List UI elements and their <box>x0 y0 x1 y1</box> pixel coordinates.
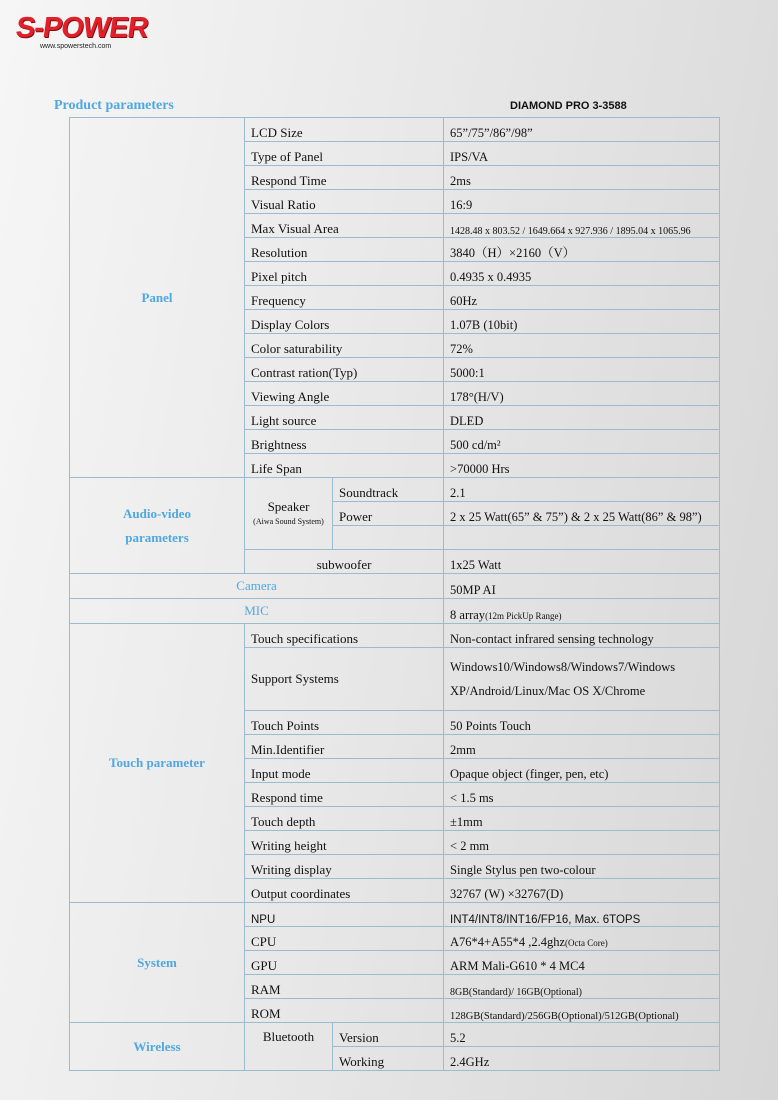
mic-label: MIC <box>70 599 444 624</box>
npu-value: INT4/INT8/INT16/FP16, Max. 6TOPS <box>444 903 720 927</box>
system-category: System <box>70 903 245 1023</box>
spec-value: 178°(H/V) <box>444 382 720 406</box>
cpu-label: CPU <box>245 927 444 951</box>
spec-value: ±1mm <box>444 807 720 831</box>
spec-name: Color saturability <box>245 334 444 358</box>
npu-label: NPU <box>245 903 444 927</box>
spec-value: Opaque object (finger, pen, etc) <box>444 759 720 783</box>
spec-name: Input mode <box>245 759 444 783</box>
spec-name: Max Visual Area <box>245 214 444 238</box>
spec-value: 3840（H）×2160（V） <box>444 238 720 262</box>
audio-label-2: parameters <box>125 529 189 545</box>
gpu-value: ARM Mali-G610 * 4 MC4 <box>444 951 720 975</box>
panel-row <box>70 118 720 142</box>
spec-name: Respond Time <box>245 166 444 190</box>
spec-name: Contrast ration(Typ) <box>245 358 444 382</box>
spec-name: Respond time <box>245 783 444 807</box>
spec-name: Touch Points <box>245 711 444 735</box>
touch-section <box>70 624 720 903</box>
spec-value: 65”/75”/86”/98” <box>444 118 720 142</box>
speaker-note: (Aiwa Sound System) <box>253 516 324 526</box>
cpu-note: (Octa Core) <box>565 938 608 948</box>
spec-value: 72% <box>444 334 720 358</box>
spec-name: Light source <box>245 406 444 430</box>
subwoofer-value: 1x25 Watt <box>444 550 720 574</box>
system-section <box>70 903 720 1023</box>
working-value: 2.4GHz <box>444 1047 720 1071</box>
version-value: 5.2 <box>444 1023 720 1047</box>
spec-name: Pixel pitch <box>245 262 444 286</box>
spec-value: 2mm <box>444 735 720 759</box>
empty-value <box>444 526 720 550</box>
spec-name: Type of Panel <box>245 142 444 166</box>
spec-name: Writing display <box>245 855 444 879</box>
spec-value: 5000:1 <box>444 358 720 382</box>
spec-value: < 2 mm <box>444 831 720 855</box>
spec-name: Output coordinates <box>245 879 444 903</box>
spec-name: Touch specifications <box>245 624 444 648</box>
touch-row <box>70 624 720 648</box>
brand-logo <box>13 12 150 50</box>
wireless-category: Wireless <box>70 1023 245 1071</box>
camera-label: Camera <box>70 574 444 599</box>
audio-label-1: Audio-video <box>123 505 191 521</box>
spec-value: 60Hz <box>444 286 720 310</box>
model-name: DIAMOND PRO 3-3588 <box>510 100 627 112</box>
rom-value: 128GB(Standard)/256GB(Optional)/512GB(Optional) <box>444 999 720 1023</box>
spec-value: IPS/VA <box>444 142 720 166</box>
spec-value: DLED <box>444 406 720 430</box>
audio-category <box>70 478 245 574</box>
camera-value: 50MP AI <box>444 574 720 599</box>
spec-value: 50 Points Touch <box>444 711 720 735</box>
soundtrack-value: 2.1 <box>444 478 720 502</box>
spec-name: Support Systems <box>245 648 444 711</box>
spec-value: Windows10/Windows8/Windows7/Windows XP/Android/Linux/Mac OS X/Chrome <box>444 648 720 711</box>
spec-value: 1.07B (10bit) <box>444 310 720 334</box>
logo-text: S-POWER <box>13 12 150 44</box>
spec-value: 2ms <box>444 166 720 190</box>
brand-url: www.spowerstech.com <box>40 43 112 50</box>
spec-value: 32767 (W) ×32767(D) <box>444 879 720 903</box>
version-label: Version <box>333 1023 444 1047</box>
spec-name: Brightness <box>245 430 444 454</box>
panel-section <box>70 118 720 478</box>
spec-name: Resolution <box>245 238 444 262</box>
rom-label: ROM <box>245 999 444 1023</box>
power-value: 2 x 25 Watt(65” & 75”) & 2 x 25 Watt(86” & 98”) <box>444 502 720 526</box>
mic-value <box>444 599 720 624</box>
spec-value: 1428.48 x 803.52 / 1649.664 x 927.936 / 1895.04 x 1065.96 <box>444 214 720 238</box>
speaker-label: Speaker <box>267 498 310 514</box>
spec-name: LCD Size <box>245 118 444 142</box>
spec-name: Visual Ratio <box>245 190 444 214</box>
soundtrack-label: Soundtrack <box>333 478 444 502</box>
bluetooth-label: Bluetooth <box>245 1023 333 1071</box>
cpu-value-text: A76*4+A55*4 ,2.4ghz <box>450 935 566 949</box>
subwoofer-label: subwoofer <box>245 550 444 574</box>
audio-section <box>70 478 720 574</box>
gpu-label: GPU <box>245 951 444 975</box>
spec-value: 500 cd/m² <box>444 430 720 454</box>
spec-value: Single Stylus pen two-colour <box>444 855 720 879</box>
spec-name: Life Span <box>245 454 444 478</box>
touch-category: Touch parameter <box>70 624 245 903</box>
ram-value: 8GB(Standard)/ 16GB(Optional) <box>444 975 720 999</box>
speaker-cell <box>245 478 333 550</box>
empty-cell <box>333 526 444 550</box>
working-label: Working <box>333 1047 444 1071</box>
spec-value: Non-contact infrared sensing technology <box>444 624 720 648</box>
mic-value-text: 8 array <box>450 608 486 622</box>
camera-mic-section <box>70 574 720 624</box>
panel-category: Panel <box>70 118 245 478</box>
spec-value: >70000 Hrs <box>444 454 720 478</box>
spec-table <box>69 117 720 1071</box>
spec-value: 0.4935 x 0.4935 <box>444 262 720 286</box>
spec-value: 16:9 <box>444 190 720 214</box>
wireless-section <box>70 1023 720 1071</box>
spec-name: Display Colors <box>245 310 444 334</box>
section-title: Product parameters <box>54 98 174 113</box>
ram-label: RAM <box>245 975 444 999</box>
spec-name: Min.Identifier <box>245 735 444 759</box>
spec-name: Touch depth <box>245 807 444 831</box>
mic-note: (12m PickUp Range) <box>485 611 562 621</box>
cpu-value <box>444 927 720 951</box>
spec-name: Viewing Angle <box>245 382 444 406</box>
spec-name: Writing height <box>245 831 444 855</box>
spec-name: Frequency <box>245 286 444 310</box>
power-label: Power <box>333 502 444 526</box>
spec-value: < 1.5 ms <box>444 783 720 807</box>
